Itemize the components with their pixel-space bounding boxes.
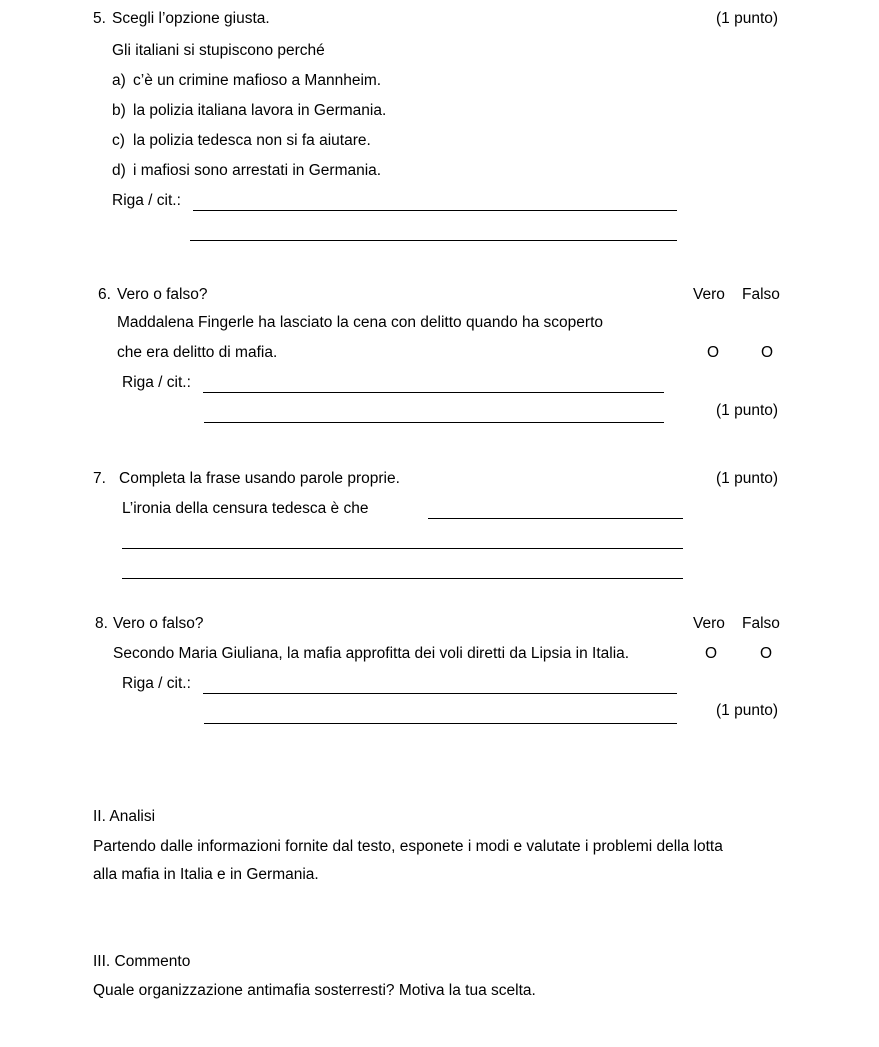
question-6-falso-option[interactable]: O <box>761 344 774 361</box>
question-5-citation-line-2[interactable] <box>190 240 677 241</box>
question-6-statement-line-2: che era delitto di mafia. <box>117 344 278 361</box>
question-5-points: (1 punto) <box>716 10 779 27</box>
question-5-option-a-letter[interactable]: a) <box>112 72 126 89</box>
question-8-falso-option[interactable]: O <box>760 645 773 662</box>
question-5-option-c-letter[interactable]: c) <box>112 132 125 149</box>
question-5-option-d-letter[interactable]: d) <box>112 162 126 179</box>
question-8-vero-header: Vero <box>693 615 725 632</box>
section-commento-heading: III. Commento <box>93 953 191 970</box>
question-5-option-b-letter[interactable]: b) <box>112 102 126 119</box>
question-5-option-c-text[interactable]: la polizia tedesca non si fa aiutare. <box>133 132 371 149</box>
question-7-sentence-start: L’ironia della censura tedesca è che <box>122 500 369 517</box>
question-5-number: 5. <box>93 10 106 27</box>
question-8-statement: Secondo Maria Giuliana, la mafia approfitta dei voli diretti da Lipsia in Italia. <box>113 645 630 662</box>
question-6-citation-line-1[interactable] <box>203 392 664 393</box>
question-7-number: 7. <box>93 470 106 487</box>
section-analisi-body-line-2: alla mafia in Italia e in Germania. <box>93 866 319 883</box>
question-6-falso-header: Falso <box>742 286 780 303</box>
question-5-prompt: Scegli l’opzione giusta. <box>112 10 270 27</box>
section-commento-body-line-1: Quale organizzazione antimafia sosterresti? Motiva la tua scelta. <box>93 982 536 999</box>
question-5-citation-line-1[interactable] <box>193 210 677 211</box>
question-6-points: (1 punto) <box>716 402 779 419</box>
question-6-vero-option[interactable]: O <box>707 344 720 361</box>
question-8-citation-line-2[interactable] <box>204 723 677 724</box>
question-8-citation-line-1[interactable] <box>203 693 677 694</box>
question-6-vero-header: Vero <box>693 286 725 303</box>
question-8-prompt: Vero o falso? <box>113 615 204 632</box>
question-7-points: (1 punto) <box>716 470 779 487</box>
question-5-stem: Gli italiani si stupiscono perché <box>112 42 325 59</box>
question-5-citation-label: Riga / cit.: <box>112 192 181 209</box>
question-6-citation-line-2[interactable] <box>204 422 664 423</box>
question-7-answer-line-1[interactable] <box>428 518 683 519</box>
question-5-option-d-text[interactable]: i mafiosi sono arrestati in Germania. <box>133 162 382 179</box>
question-5-option-b-text[interactable]: la polizia italiana lavora in Germania. <box>133 102 387 119</box>
question-6-citation-label: Riga / cit.: <box>122 374 191 391</box>
question-8-points: (1 punto) <box>716 702 779 719</box>
question-8-number: 8. <box>95 615 108 632</box>
section-analisi-body-line-1: Partendo dalle informazioni fornite dal testo, esponete i modi e valutate i problemi della lotta <box>93 838 723 855</box>
question-7-answer-line-3[interactable] <box>122 578 683 579</box>
question-7-prompt: Completa la frase usando parole proprie. <box>119 470 400 487</box>
question-8-falso-header: Falso <box>742 615 780 632</box>
question-6-prompt: Vero o falso? <box>117 286 208 303</box>
question-8-citation-label: Riga / cit.: <box>122 675 191 692</box>
question-6-number: 6. <box>98 286 111 303</box>
question-7-answer-line-2[interactable] <box>122 548 683 549</box>
section-analisi-heading: II. Analisi <box>93 808 156 825</box>
question-6-statement-line-1: Maddalena Fingerle ha lasciato la cena con delitto quando ha scoperto <box>117 314 603 331</box>
question-5-option-a-text[interactable]: c’è un crimine mafioso a Mannheim. <box>133 72 382 89</box>
question-8-vero-option[interactable]: O <box>705 645 718 662</box>
